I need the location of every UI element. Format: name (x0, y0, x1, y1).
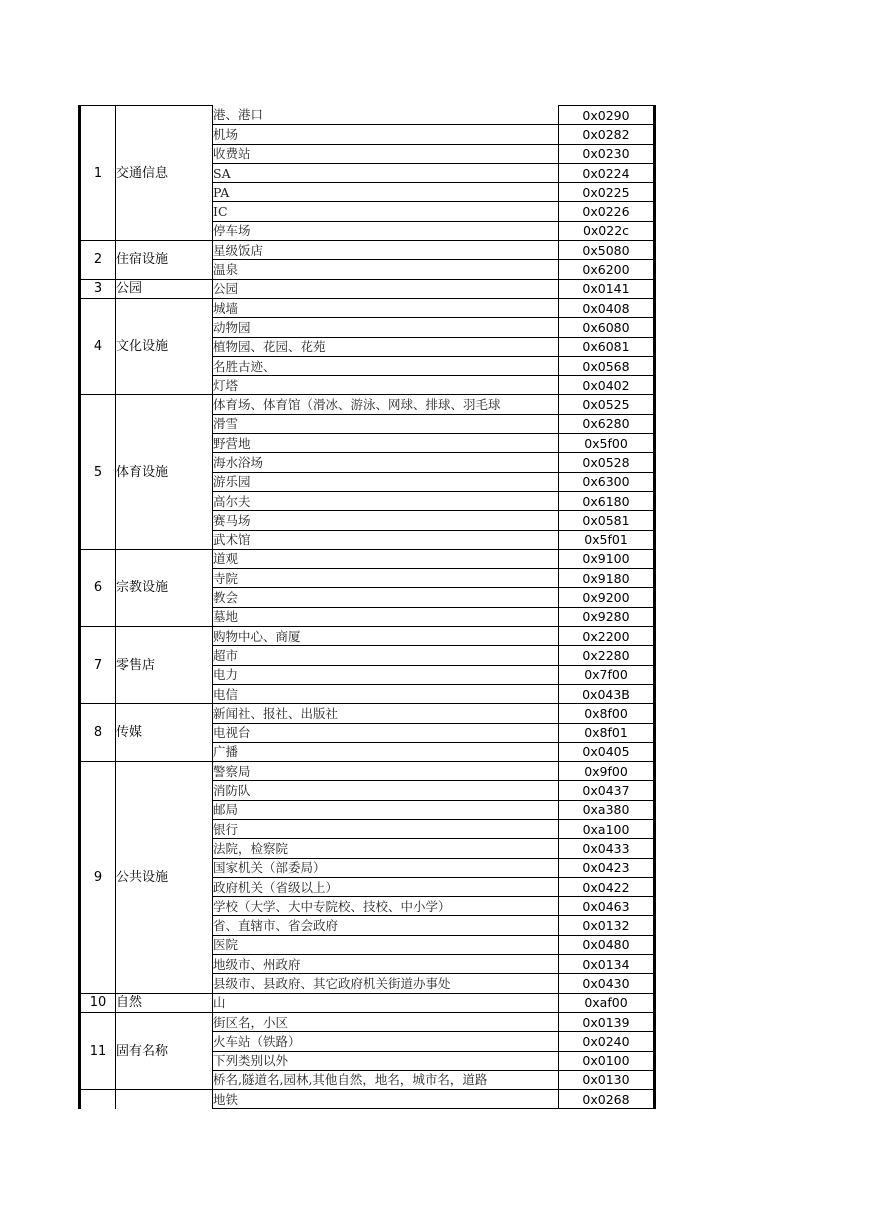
poi-type-name: 地级市、州政府 (213, 955, 559, 974)
poi-type-code: 0x8f01 (559, 723, 655, 742)
poi-type-name: SA (213, 163, 559, 182)
poi-type-code: 0x7f00 (559, 665, 655, 684)
poi-type-name: 电信 (213, 684, 559, 703)
poi-type-code: 0x0480 (559, 935, 655, 954)
group-category: 住宿设施 (116, 241, 213, 280)
poi-type-code: 0x0402 (559, 376, 655, 395)
poi-type-code: 0x9f00 (559, 762, 655, 781)
poi-type-code: 0x0139 (559, 1012, 655, 1031)
poi-type-name: 灯塔 (213, 376, 559, 395)
poi-type-name: 法院，检察院 (213, 839, 559, 858)
poi-type-name: 电视台 (213, 723, 559, 742)
group-category (116, 1090, 213, 1109)
poi-type-name: 县级市、县政府、其它政府机关街道办事处 (213, 974, 559, 993)
poi-type-name: 省、直辖市、省会政府 (213, 916, 559, 935)
poi-type-name: 植物园、花园、花苑 (213, 337, 559, 356)
table-row (80, 1090, 655, 1109)
poi-type-name: 山 (213, 993, 559, 1012)
poi-type-code: 0x0100 (559, 1051, 655, 1070)
poi-type-code: 0x2280 (559, 646, 655, 665)
table-row (80, 241, 655, 260)
poi-type-name: 教会 (213, 588, 559, 607)
poi-type-name: 购物中心、商厦 (213, 627, 559, 646)
table-row (80, 106, 655, 125)
poi-type-code: 0x0408 (559, 298, 655, 317)
poi-type-code: 0x6200 (559, 260, 655, 279)
group-category: 传媒 (116, 704, 213, 762)
poi-type-code: 0x9100 (559, 549, 655, 568)
poi-category-table (78, 105, 656, 1109)
poi-type-name: PA (213, 183, 559, 202)
poi-type-name: 港、港口 (213, 106, 559, 125)
table-row (80, 298, 655, 317)
poi-type-name: 城墙 (213, 298, 559, 317)
poi-type-code: 0x0581 (559, 511, 655, 530)
poi-type-code: 0x6300 (559, 472, 655, 491)
poi-type-name: 学校（大学、大中专院校、技校、中小学） (213, 897, 559, 916)
poi-type-name: 赛马场 (213, 511, 559, 530)
poi-type-code: 0x0528 (559, 453, 655, 472)
poi-type-code: 0x9200 (559, 588, 655, 607)
poi-type-name: 政府机关（省级以上） (213, 877, 559, 896)
poi-type-name: 广播 (213, 742, 559, 761)
poi-type-name: 医院 (213, 935, 559, 954)
poi-type-name: 银行 (213, 819, 559, 838)
poi-type-code: 0x0423 (559, 858, 655, 877)
poi-type-name: 寺院 (213, 569, 559, 588)
poi-type-code: 0x0230 (559, 144, 655, 163)
table-row (80, 993, 655, 1012)
poi-type-name: 收费站 (213, 144, 559, 163)
poi-type-name: 温泉 (213, 260, 559, 279)
poi-type-code: 0x0433 (559, 839, 655, 858)
poi-type-code: 0x0134 (559, 955, 655, 974)
table-row (80, 395, 655, 414)
poi-type-code: 0x5f01 (559, 530, 655, 549)
table-row (80, 1012, 655, 1031)
poi-type-code: 0x0525 (559, 395, 655, 414)
poi-type-name: 游乐园 (213, 472, 559, 491)
poi-type-name: 消防队 (213, 781, 559, 800)
group-number: 8 (80, 704, 116, 762)
poi-type-code: 0x0290 (559, 106, 655, 125)
poi-type-code: 0x6081 (559, 337, 655, 356)
poi-type-name: 火车站（铁路） (213, 1032, 559, 1051)
poi-type-code: 0x5080 (559, 241, 655, 260)
table-row (80, 627, 655, 646)
group-number: 9 (80, 762, 116, 994)
poi-type-name: 野营地 (213, 434, 559, 453)
poi-type-name: IC (213, 202, 559, 221)
poi-type-code: 0x0226 (559, 202, 655, 221)
poi-type-name: 名胜古迹、 (213, 356, 559, 375)
group-category: 宗教设施 (116, 549, 213, 626)
poi-type-name: 新闻社、报社、出版社 (213, 704, 559, 723)
poi-type-code: 0x2200 (559, 627, 655, 646)
poi-type-code: 0x022c (559, 221, 655, 240)
group-category: 零售店 (116, 627, 213, 704)
poi-type-code: 0x9180 (559, 569, 655, 588)
poi-type-code: 0x0422 (559, 877, 655, 896)
poi-type-code: 0x0225 (559, 183, 655, 202)
poi-type-code: 0x0132 (559, 916, 655, 935)
poi-type-code: 0x0130 (559, 1070, 655, 1089)
poi-type-name: 体育场、体育馆（滑冰、游泳、网球、排球、羽毛球 (213, 395, 559, 414)
table-row (80, 279, 655, 298)
poi-type-code: 0x0224 (559, 163, 655, 182)
poi-type-name: 国家机关（部委局） (213, 858, 559, 877)
table-row (80, 762, 655, 781)
group-number: 5 (80, 395, 116, 549)
group-number: 11 (80, 1012, 116, 1089)
poi-type-code: 0x0568 (559, 356, 655, 375)
poi-type-code: 0xa100 (559, 819, 655, 838)
poi-type-name: 公园 (213, 279, 559, 298)
poi-type-code: 0xa380 (559, 800, 655, 819)
poi-type-code: 0x6180 (559, 491, 655, 510)
group-number: 7 (80, 627, 116, 704)
poi-type-name: 武术馆 (213, 530, 559, 549)
poi-type-name: 动物园 (213, 318, 559, 337)
group-category: 交通信息 (116, 106, 213, 241)
poi-type-code: 0xaf00 (559, 993, 655, 1012)
poi-type-name: 电力 (213, 665, 559, 684)
poi-type-name: 星级饭店 (213, 241, 559, 260)
poi-type-code: 0x6280 (559, 414, 655, 433)
poi-type-code: 0x0240 (559, 1032, 655, 1051)
group-number: 1 (80, 106, 116, 241)
poi-type-code: 0x8f00 (559, 704, 655, 723)
poi-type-name: 超市 (213, 646, 559, 665)
poi-type-name: 墓地 (213, 607, 559, 626)
poi-type-code: 0x0282 (559, 125, 655, 144)
poi-type-code: 0x5f00 (559, 434, 655, 453)
poi-type-code: 0x0463 (559, 897, 655, 916)
table-row (80, 549, 655, 568)
poi-type-code: 0x0430 (559, 974, 655, 993)
poi-type-name: 警察局 (213, 762, 559, 781)
group-number: 4 (80, 298, 116, 394)
poi-type-code: 0x0405 (559, 742, 655, 761)
poi-type-name: 停车场 (213, 221, 559, 240)
group-number: 3 (80, 279, 116, 298)
poi-type-code: 0x0437 (559, 781, 655, 800)
poi-type-code: 0x6080 (559, 318, 655, 337)
group-category: 公共设施 (116, 762, 213, 994)
group-category: 体育设施 (116, 395, 213, 549)
poi-type-name: 滑雪 (213, 414, 559, 433)
poi-type-code: 0x0268 (559, 1090, 655, 1109)
group-category: 公园 (116, 279, 213, 298)
poi-type-name: 桥名,隧道名,园林,其他自然，地名，城市名，道路 (213, 1070, 559, 1089)
group-number (80, 1090, 116, 1109)
poi-type-name: 海水浴场 (213, 453, 559, 472)
poi-type-name: 高尔夫 (213, 491, 559, 510)
poi-type-code: 0x043B (559, 684, 655, 703)
poi-type-name: 地铁 (213, 1090, 559, 1109)
group-category: 固有名称 (116, 1012, 213, 1089)
poi-type-code: 0x0141 (559, 279, 655, 298)
poi-type-name: 街区名，小区 (213, 1012, 559, 1031)
poi-type-name: 邮局 (213, 800, 559, 819)
poi-type-name: 道观 (213, 549, 559, 568)
group-number: 2 (80, 241, 116, 280)
group-number: 10 (80, 993, 116, 1012)
group-category: 自然 (116, 993, 213, 1012)
group-category: 文化设施 (116, 298, 213, 394)
table-row (80, 704, 655, 723)
poi-type-name: 下列类别以外 (213, 1051, 559, 1070)
poi-type-code: 0x9280 (559, 607, 655, 626)
group-number: 6 (80, 549, 116, 626)
poi-type-name: 机场 (213, 125, 559, 144)
